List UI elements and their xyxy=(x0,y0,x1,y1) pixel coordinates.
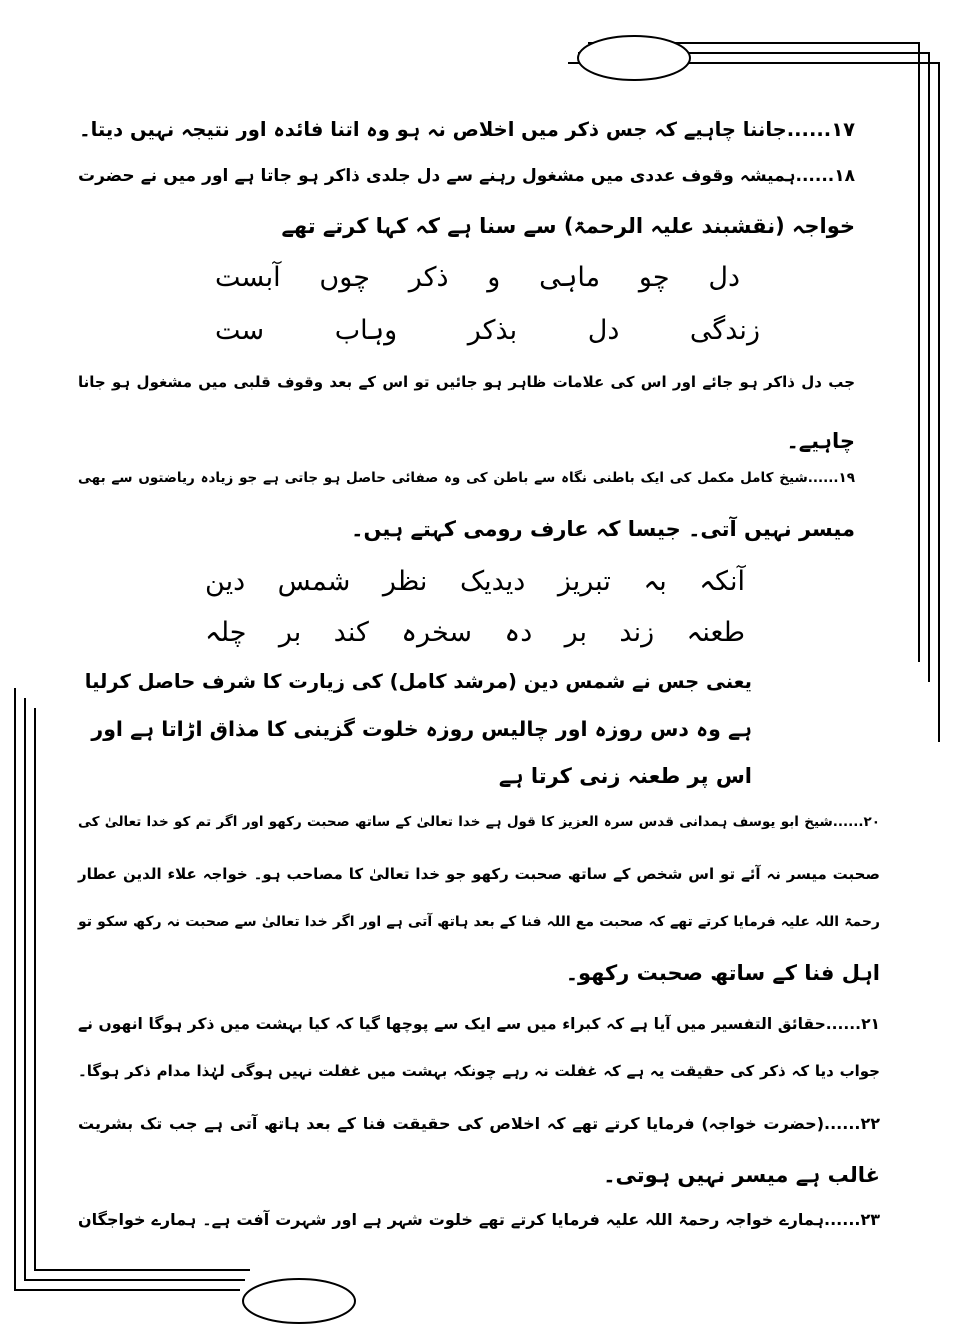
paragraph-22-line-2: غالب ہے میسر نہیں ہوتی۔ xyxy=(603,1163,880,1187)
paragraph-21-line-1: ۲۱......حقائق التفسیر میں آیا ہے کہ کبراء میں سے ایک سے پوچھا گیا کہ کیا بہشت میں ذکر ہوگا انھوں نے xyxy=(78,1015,880,1033)
paragraph-17-line-1: ۱۷......جاننا چاہیے کہ جس ذکر میں اخلاص نہ ہو وہ اتنا فائدہ اور نتیجہ نہیں دیتا۔ xyxy=(79,118,855,141)
verse-word: بذکر xyxy=(467,315,518,346)
verse-word: تبریز xyxy=(557,566,611,597)
verse-word: آبست xyxy=(215,262,281,293)
verse-word: آنکہ xyxy=(699,566,745,597)
paragraph-23-line-1: ۲۳......ہمارے خواجہ رحمۃ اللہ علیہ فرمایا کرتے تھے خلوت شہر ہے اور شہرت آفت ہے۔ ہمارے خواجگان xyxy=(78,1210,880,1229)
verse-word: دیدیک xyxy=(459,566,526,597)
verse-word: نظر xyxy=(382,566,428,597)
verse-word: بر xyxy=(278,617,302,648)
verse-word: دہ xyxy=(504,617,533,648)
verse-word: چوں xyxy=(319,262,370,293)
paragraph-18-line-2: خواجہ (نقشبند علیہ الرحمۃ) سے سنا ہے کہ کہا کرتے تھے xyxy=(281,214,855,238)
verse-word: ماہی xyxy=(539,262,601,293)
paragraph-20-line-4: اہل فنا کے ساتھ صحبت رکھو۔ xyxy=(565,961,880,985)
verse-2-line-2 xyxy=(205,617,745,649)
verse-word: وہاب xyxy=(334,315,398,346)
verse-word: دل xyxy=(587,315,620,346)
translation-line-1: یعنی جس نے شمس دین (مرشد کامل) کی زیارت کا شرف حاصل کرلیا xyxy=(84,670,752,693)
verse-word: دین xyxy=(205,566,246,597)
after-verse-1-line-1: جب دل ذاکر ہو جائے اور اس کی علامات ظاہر ہو جائیں تو اس کے بعد وقوف قلبی میں مشغول ہو جانا xyxy=(78,373,855,391)
verse-word: سخرہ xyxy=(401,617,473,648)
paragraph-20-line-2: صحبت میسر نہ آئے تو اس شخص کے ساتھ صحبت رکھو جو خدا تعالیٰ کا مصاحب ہو۔ خواجہ علاء الدین عطار xyxy=(78,865,880,883)
verse-word: ذکر xyxy=(408,262,449,293)
verse-word: زندگی xyxy=(689,315,760,346)
verse-2-line-1 xyxy=(205,566,745,598)
paragraph-19-line-2: میسر نہیں آتی۔ جیسا کہ عارف رومی کہتے ہیں۔ xyxy=(351,517,855,541)
verse-word: کند xyxy=(333,617,369,648)
paragraph-20-line-3: رحمۃ اللہ علیہ فرمایا کرتے تھے کہ صحبت مع اللہ فنا کے بعد ہاتھ آتی ہے اور اگر خدا تعالیٰ سے صحبت نہ رکھ سکو تو xyxy=(78,914,880,930)
verse-word: بر xyxy=(564,617,588,648)
verse-word: چو xyxy=(638,262,670,293)
paragraph-20-line-1: ۲۰......شیخ ابو یوسف ہمدانی قدس سرہ العزیز کا قول ہے خدا تعالیٰ کے ساتھ صحبت رکھو اور اگر تم کو خدا تعالیٰ کی xyxy=(78,814,880,830)
paragraph-21-line-2: جواب دیا کہ ذکر کی حقیقت یہ ہے کہ غفلت نہ رہے چونکہ بہشت میں غفلت نہیں ہوگی لہٰذا مدام ذکر ہوگا۔ xyxy=(78,1062,880,1080)
paragraph-19-line-1: ۱۹......شیخ کامل مکمل کی ایک باطنی نگاہ سے باطن کی وہ صفائی حاصل ہو جاتی ہے جو زیادہ ریاضتوں سے بھی xyxy=(78,470,855,486)
verse-word: بہ xyxy=(643,566,667,597)
verse-word: دل xyxy=(708,262,740,293)
after-verse-1-line-2: چاہیے۔ xyxy=(786,429,855,453)
verse-word: زند xyxy=(619,617,655,648)
verse-word: ست xyxy=(215,315,265,346)
verse-word: شمس xyxy=(277,566,351,597)
translation-line-3: اس پر طعنہ زنی کرتا ہے xyxy=(498,764,752,788)
translation-line-2: ہے وہ دس روزہ اور چالیس روزہ خلوت گزینی کا مذاق اڑاتا ہے اور xyxy=(91,717,752,741)
verse-word: چلہ xyxy=(205,617,247,648)
verse-word: و xyxy=(487,262,501,293)
paragraph-18-line-1: ۱۸......ہمیشہ وقوف عددی میں مشغول رہنے سے دل جلدی ذاکر ہو جاتا ہے اور میں نے حضرت xyxy=(78,166,855,186)
verse-1-line-1 xyxy=(215,262,740,294)
verse-1-line-2 xyxy=(215,315,760,347)
verse-word: طعنہ xyxy=(686,617,745,648)
paragraph-22-line-1: ۲۲......(حضرت خواجہ) فرمایا کرتے تھے کہ اخلاص کی حقیقت فنا کے بعد ہاتھ آتی ہے جب تک بشریت xyxy=(78,1114,880,1133)
